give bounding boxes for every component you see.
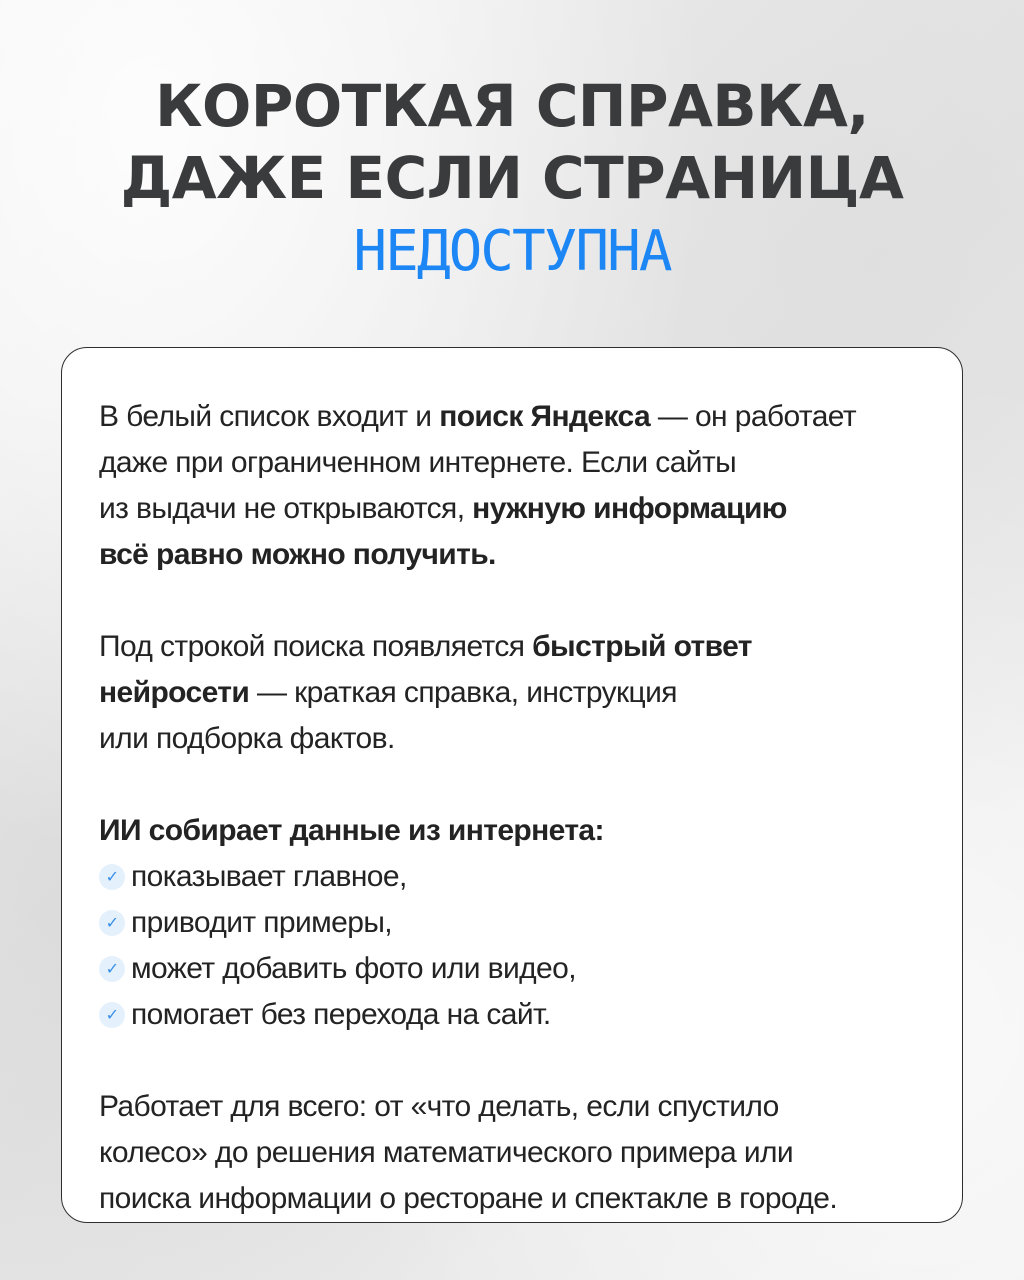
- check-icon: ✓: [99, 956, 125, 982]
- paragraph-neural-answer: [99, 624, 949, 762]
- feature-list: [99, 854, 949, 1038]
- bold-text: нужную информацию: [472, 492, 787, 525]
- list-item-label: приводит примеры,: [131, 906, 393, 939]
- list-item: [99, 946, 949, 992]
- text-line: Работает для всего: от «что делать, если спустило: [99, 1090, 779, 1123]
- bold-text: нейросети: [99, 676, 250, 709]
- bold-text: всё равно можно получить.: [99, 538, 496, 571]
- text-line: колесо» до решения математического примера или: [99, 1136, 794, 1169]
- text-line: [99, 532, 949, 578]
- text-line: из выдачи не открываются, нужную информацию: [99, 492, 787, 525]
- paragraph-ai-features: [99, 808, 949, 1038]
- text-line: или подборка фактов.: [99, 722, 395, 755]
- list-title: ИИ собирает данные из интернета:: [99, 814, 604, 847]
- text-line: В белый список входит и поиск Яндекса — он работает: [99, 400, 857, 433]
- list-item: [99, 900, 949, 946]
- text-line: поиска информации о ресторане и спектакле в городе.: [99, 1182, 838, 1215]
- list-item: [99, 992, 949, 1038]
- list-item-label: может добавить фото или видео,: [131, 952, 576, 985]
- text-line: Под строкой поиска появляется быстрый ответ: [99, 630, 752, 663]
- paragraph-yandex-search: [99, 394, 949, 578]
- heading-line-1: КОРОТКАЯ СПРАВКА,: [155, 72, 869, 140]
- text-line: даже при ограниченном интернете. Если сайты: [99, 446, 737, 479]
- info-card: [61, 347, 963, 1223]
- check-icon: ✓: [99, 864, 125, 890]
- bold-text: поиск Яндекса: [439, 400, 651, 433]
- check-icon: ✓: [99, 1002, 125, 1028]
- check-icon: ✓: [99, 910, 125, 936]
- heading-line-2: ДАЖЕ ЕСЛИ СТРАНИЦА: [120, 144, 904, 212]
- list-item-label: помогает без перехода на сайт.: [131, 998, 551, 1031]
- paragraph-use-cases: [99, 1084, 949, 1222]
- heading-accent: НЕДОСТУПНА: [353, 219, 671, 284]
- bold-text: быстрый ответ: [532, 630, 752, 663]
- card-body: [99, 394, 949, 1222]
- list-item: [99, 854, 949, 900]
- list-item-label: показывает главное,: [131, 860, 407, 893]
- text-line: нейросети — краткая справка, инструкция: [99, 676, 677, 709]
- page-heading: [0, 70, 1024, 290]
